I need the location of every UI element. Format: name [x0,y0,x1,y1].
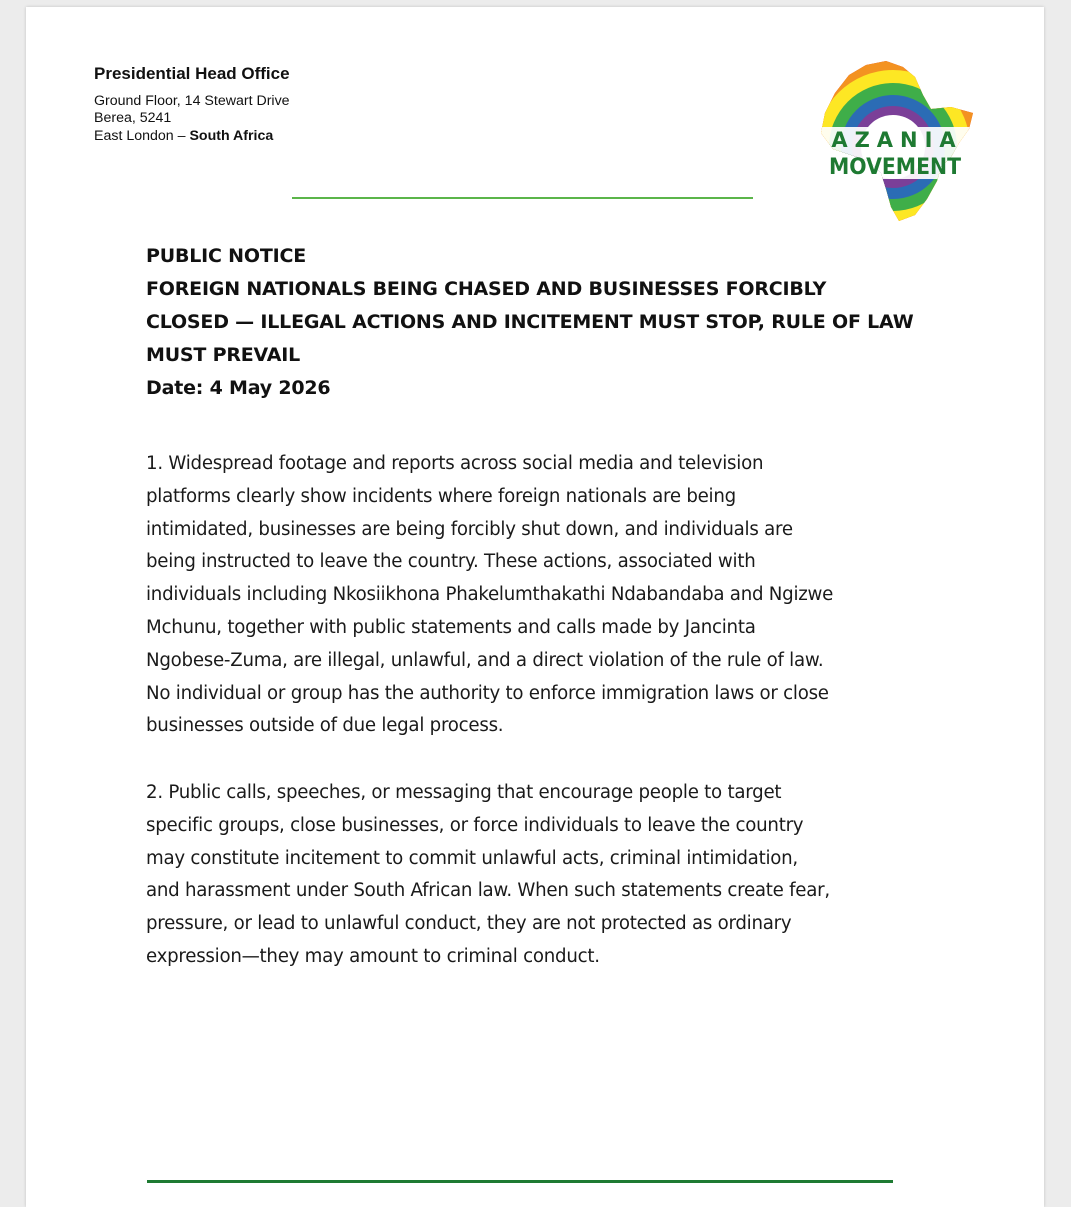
paragraph-1 [146,448,936,743]
paragraph-line: may constitute incitement to commit unlawful acts, criminal intimidation, [146,847,798,869]
paragraph-line: 2. Public calls, speeches, or messaging that encourage people to target [146,782,782,803]
paragraph-line: expression—they may amount to criminal conduct. [146,945,600,967]
document-page [26,7,1044,1207]
notice-headline-line: FOREIGN NATIONALS BEING CHASED AND BUSINESSES FORCIBLY [146,278,827,300]
paragraph-line: Ngobese-Zuma, are illegal, unlawful, and a direct violation of the rule of law. [146,649,824,671]
notice-heading [146,240,946,405]
paragraph-line: intimidated, businesses are being forcibly shut down, and individuals are [146,518,793,540]
paragraph-line: Mchunu, together with public statements and calls made by Jancinta [146,616,756,638]
paragraph-line: pressure, or lead to unlawful conduct, they are not protected as ordinary [146,913,792,935]
paragraph-line: individuals including Nkosiikhona Phakelumthakathi Ndabandaba and Ngizwe [146,584,834,606]
footer-divider [147,1180,893,1183]
paragraph-2 [146,777,936,974]
paragraph-line: and harassment under South African law. When such statements create fear, [146,880,830,902]
logo-text-azania: AZANIA [831,128,963,152]
azania-movement-logo [791,47,991,227]
paragraph-line: specific groups, close businesses, or force individuals to leave the country [146,814,804,836]
notice-headline-line: CLOSED — ILLEGAL ACTIONS AND INCITEMENT MUST STOP, RULE OF LAW [146,311,914,333]
address-line-1: Ground Floor, 14 Stewart Drive [94,92,290,109]
paragraph-line: 1. Widespread footage and reports across social media and television [146,453,764,474]
logo-text-movement: MOVEMENT [829,155,961,180]
paragraph-line: platforms clearly show incidents where foreign nationals are being [146,485,736,507]
paragraph-line: No individual or group has the authority to enforce immigration laws or close [146,682,829,704]
notice-title: PUBLIC NOTICE [146,245,306,267]
paragraph-line: being instructed to leave the country. These actions, associated with [146,551,756,573]
header-divider [292,197,753,199]
notice-date: Date: 4 May 2026 [146,377,331,399]
office-address-block [94,65,290,145]
address-line-2: Berea, 5241 [94,110,172,127]
paragraph-line: businesses outside of due legal process. [146,715,504,737]
office-title: Presidential Head Office [94,64,290,83]
city-prefix: East London – [94,127,190,144]
country: South Africa [189,127,274,144]
address-line-3 [94,128,290,146]
notice-headline-line: MUST PREVAIL [146,344,301,366]
